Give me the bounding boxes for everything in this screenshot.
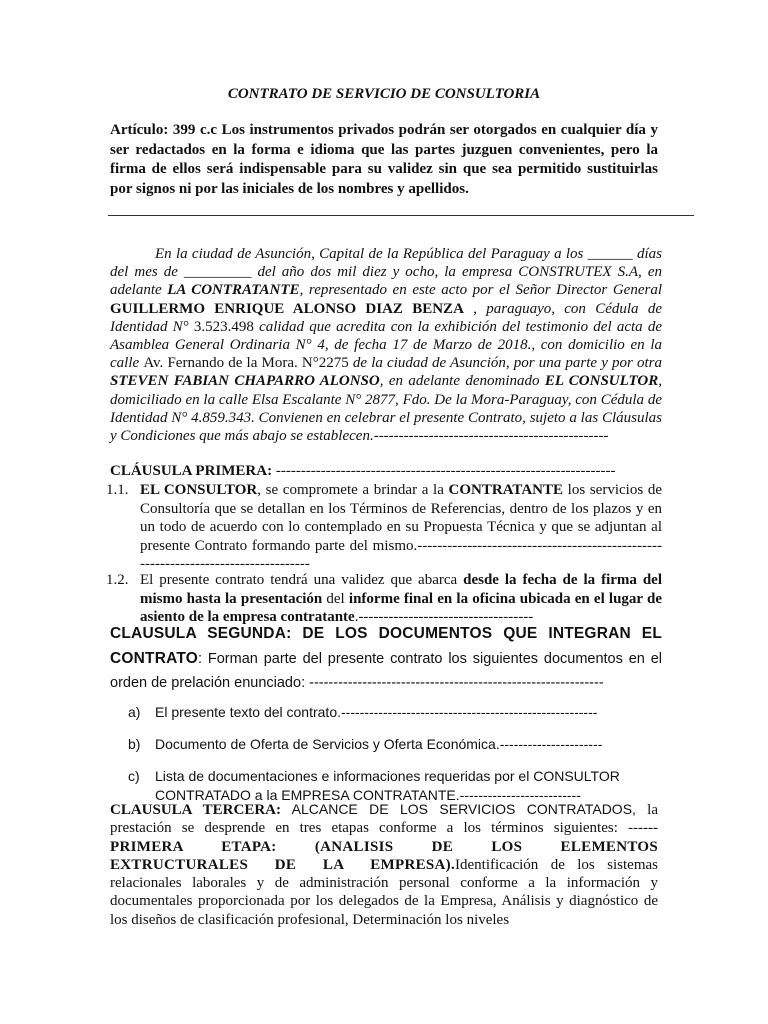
item-number: 1.2. <box>106 572 129 588</box>
item-text-bold: informe final en la oficina ubicada en el lugar de asiento de la empresa contratante <box>140 590 662 625</box>
document-list-item-b <box>128 735 658 754</box>
intro-paragraph <box>110 245 662 445</box>
list-text: El presente texto del contrato.------------------------------------------------------- <box>155 704 598 720</box>
ci-number: 3.523.498 <box>193 318 254 335</box>
item-text-bold: desde la fecha de la firma del mismo hasta la presentación <box>140 572 662 607</box>
horizontal-rule <box>108 215 694 216</box>
item-text-part: .----------------------------------- <box>354 609 534 625</box>
list-label: a) <box>128 704 141 720</box>
intro-text-5: de la ciudad de Asunción, por una parte y por otra <box>348 355 663 372</box>
item-text-part: los servicios de Consultoría que se detallan en los Términos de Referencias, dentro de los plazos y en un todo de acuerdo con lo contemplado en su Propuesta Técnica y que se adjuntan al presente Contrato formando parte del mismo.----------------------------------------------------------------------------------- <box>140 482 662 572</box>
list-text: Lista de documentaciones e informaciones requeridas por el CONSULTOR CONTRATADO a la EMPRESA CONTRATANTE.-------------------------- <box>155 768 620 803</box>
intro-text-7: , domiciliado en la calle Elsa Escalante N° 2877, Fdo. De la Mora-Paraguay, con Cédula de Identidad N° 4.859.343. Convienen en celebrar el presente Contrato, sujeto a las Cláusulas y Condiciones que más abajo se establecen.----------------------------------------------- <box>110 373 662 445</box>
consultor-label: EL CONSULTOR <box>544 373 659 390</box>
item-text <box>140 481 662 574</box>
clause-item-1-2 <box>106 571 662 627</box>
intro-text-6: , en adelante denominado <box>379 373 545 390</box>
article-399-paragraph: Artículo: 399 c.c Los instrumentos privados podrán ser otorgados en cualquier día y ser redactados en la forma e idioma que las partes juzguen convenientes, pero la firma de ellos será indispensable para su validez sin que sea permitido sustituirlas por signos ni por las iniciales de los nombres y apellidos. <box>110 122 658 197</box>
document-list-item-c <box>128 767 658 804</box>
clausula-segunda <box>110 622 662 696</box>
document-list-item-a <box>128 703 658 722</box>
clausula-segunda-heading: CLAUSULA SEGUNDA: DE LOS DOCUMENTOS QUE INTEGRAN EL CONTRATO <box>110 625 662 667</box>
list-label: c) <box>128 768 140 784</box>
intro-text-2: , representado en este acto por el Señor Director General <box>299 282 662 299</box>
consultor-name: STEVEN FABIAN CHAPARRO ALONSO <box>110 373 380 390</box>
clausula-tercera-heading-rest: ALCANCE DE LOS SERVICIOS CONTRATADOS, <box>281 801 636 817</box>
consultor-ref: EL CONSULTOR <box>140 482 258 498</box>
clausula-tercera <box>110 800 658 929</box>
list-text: Documento de Oferta de Servicios y Oferta Económica.---------------------- <box>155 736 603 752</box>
intro-text-1: En la ciudad de Asunción, Capital de la República del Paraguay a los ______ días del mes de _________ del año dos mil diez y ocho, la empresa CONSTRUTEX S.A, en adelante <box>110 246 662 299</box>
director-name: GUILLERMO ENRIQUE ALONSO DIAZ BENZA <box>110 300 464 317</box>
intro-text-4: calidad que acredita con la exhibición del testimonio del acta de Asamblea General Ordinaria N° 4, de fecha 17 de Marzo de 2018., con domicilio en la calle <box>110 318 662 372</box>
clausula-segunda-body: : Forman parte del presente contrato los siguientes documentos en el orden de prelación enunciado: ------------------------------------------------------------- <box>110 650 662 691</box>
item-text-part: El presente contrato tendrá una validez que abarca <box>140 572 464 588</box>
intro-text-3: , paraguayo, con Cédula de Identidad N° <box>110 300 663 335</box>
item-text <box>140 571 662 627</box>
contract-title: CONTRATO DE SERVICIO DE CONSULTORIA <box>227 86 541 102</box>
clausula-primera-heading-line <box>110 462 662 480</box>
clausula-tercera-heading: CLAUSULA TERCERA: <box>110 802 282 818</box>
clausula-primera-heading: CLÁUSULA PRIMERA: <box>110 463 273 479</box>
address: Av. Fernando de la Mora. N°2275 <box>143 355 349 372</box>
clausula-tercera-line2: la prestación se desprende en tres etapas conforme a los términos siguientes: ------ <box>110 802 658 837</box>
contratante-label: LA CONTRATANTE <box>167 282 300 299</box>
primera-etapa-body: Identificación de los sistemas relacionales laborales y de administración personal conforme a la información y documentales proporcionada por los delegados de la Empresa, Análisis y diagnóstico de los diseños de clasificación profesional, Determinación los niveles <box>110 856 658 928</box>
item-text-part: , se compromete a brindar a la <box>257 482 449 498</box>
clause-item-1-1 <box>106 481 662 574</box>
item-number: 1.1. <box>106 482 129 498</box>
primera-etapa-heading: PRIMERA ETAPA: (ANALISIS DE LOS ELEMENTOS EXTRUCTURALES DE LA EMPRESA). <box>110 838 658 873</box>
clausula-primera-dashes: -------------------------------------------------------------------- <box>272 463 616 479</box>
list-label: b) <box>128 736 141 752</box>
contratante-ref: CONTRATANTE <box>448 482 564 498</box>
item-text-part: del <box>322 590 349 607</box>
